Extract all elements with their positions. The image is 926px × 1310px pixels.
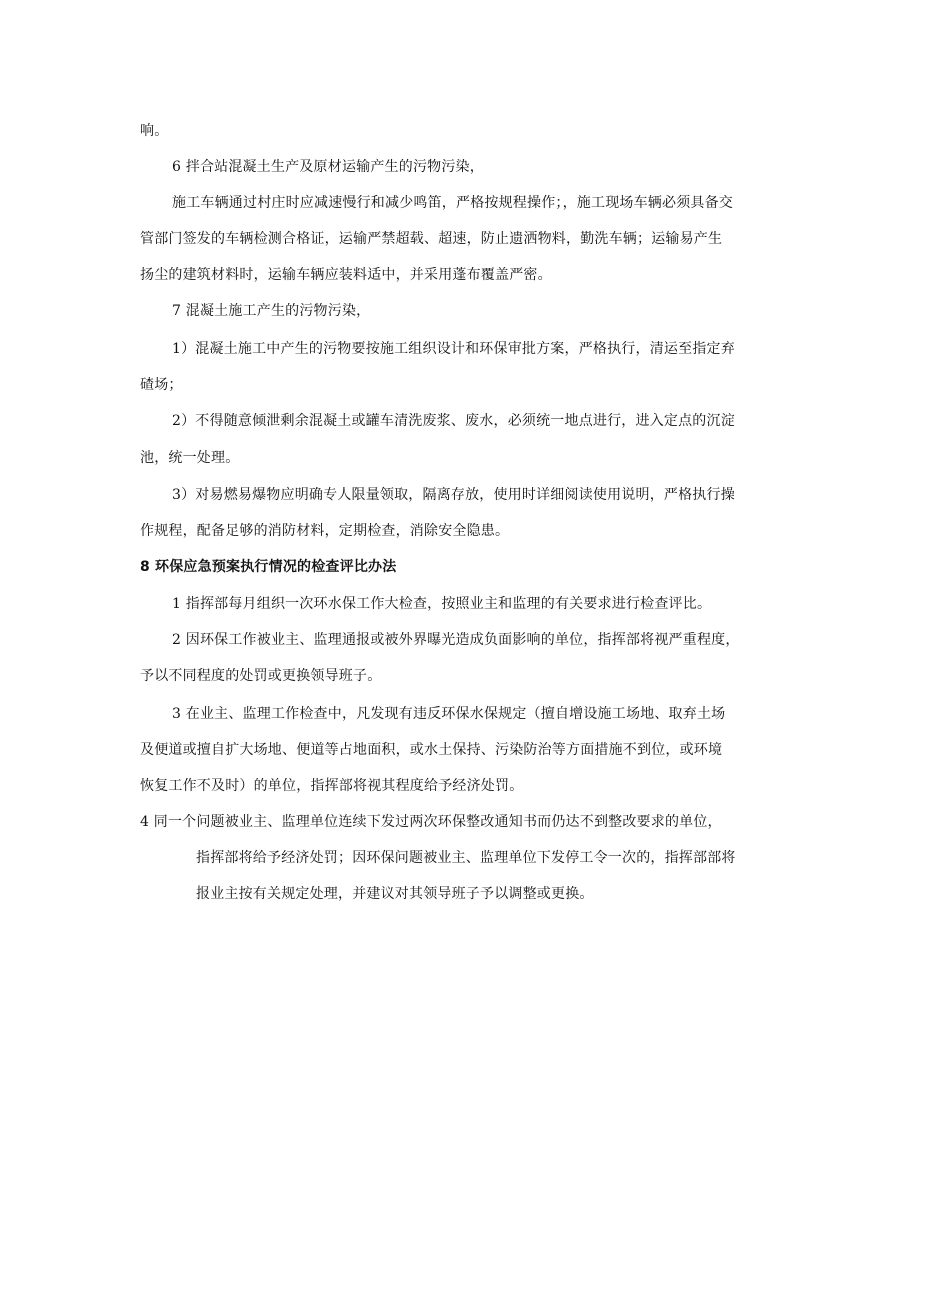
text-line: 报业主按有关规定处理，并建议对其领导班子予以调整或更换。 — [196, 886, 594, 902]
text-line: 4 同一个问题被业主、监理单位连续下发过两次环保整改通知书而仍达不到整改要求的单位， — [140, 814, 722, 830]
text-line: 予以不同程度的处罚或更换领导班子。 — [140, 668, 382, 684]
text-line: 管部门签发的车辆检测合格证，运输严禁超载、超速，防止遗洒物料，勤洗车辆；运输易产生 — [140, 231, 723, 247]
text-line: 作规程，配备足够的消防材料，定期检查，消除安全隐患。 — [140, 523, 510, 539]
text-line: 6 拌合站混凝土生产及原材运输产生的污物污染， — [172, 159, 484, 175]
text-line: 2）不得随意倾泄剩余混凝土或罐车清洗废浆、废水，必须统一地点进行，进入定点的沉淀 — [172, 413, 735, 429]
text-line: 3 在业主、监理工作检查中，凡发现有违反环保水保规定（擅自增设施工场地、取弃土场 — [172, 706, 726, 722]
text-line: 及便道或擅自扩大场地、便道等占地面积，或水土保持、污染防治等方面措施不到位，或环境 — [140, 742, 723, 758]
text-line: 池，统一处理。 — [140, 450, 240, 466]
section-heading: 8 环保应急预案执行情况的检查评比办法 — [140, 559, 397, 575]
text-line: 指挥部将给予经济处罚；因环保问题被业主、监理单位下发停工令一次的，指挥部部将 — [196, 850, 736, 866]
text-line: 施工车辆通过村庄时应减速慢行和减少鸣笛，严格按规程操作；，施工现场车辆必须具备交 — [172, 195, 733, 211]
text-line: 3）对易燃易爆物应明确专人限量领取，隔离存放，使用时详细阅读使用说明，严格执行操 — [172, 487, 735, 503]
text-line: 7 混凝土施工产生的污物污染， — [172, 303, 371, 319]
text-line: 2 因环保工作被业主、监理通报或被外界曝光造成负面影响的单位，指挥部将视严重程度， — [172, 632, 740, 648]
text-line: 碴场； — [140, 377, 183, 393]
text-line: 扬尘的建筑材料时，运输车辆应装料适中，并采用蓬布覆盖严密。 — [140, 267, 552, 283]
text-line: 响。 — [140, 123, 169, 139]
text-line: 恢复工作不及时）的单位，指挥部将视其程度给予经济处罚。 — [140, 778, 524, 794]
text-line: 1）混凝土施工中产生的污物要按施工组织设计和环保审批方案，严格执行，清运至指定弃 — [172, 341, 735, 357]
text-line: 1 指挥部每月组织一次环水保工作大检查，按照业主和监理的有关要求进行检查评比。 — [172, 596, 712, 612]
